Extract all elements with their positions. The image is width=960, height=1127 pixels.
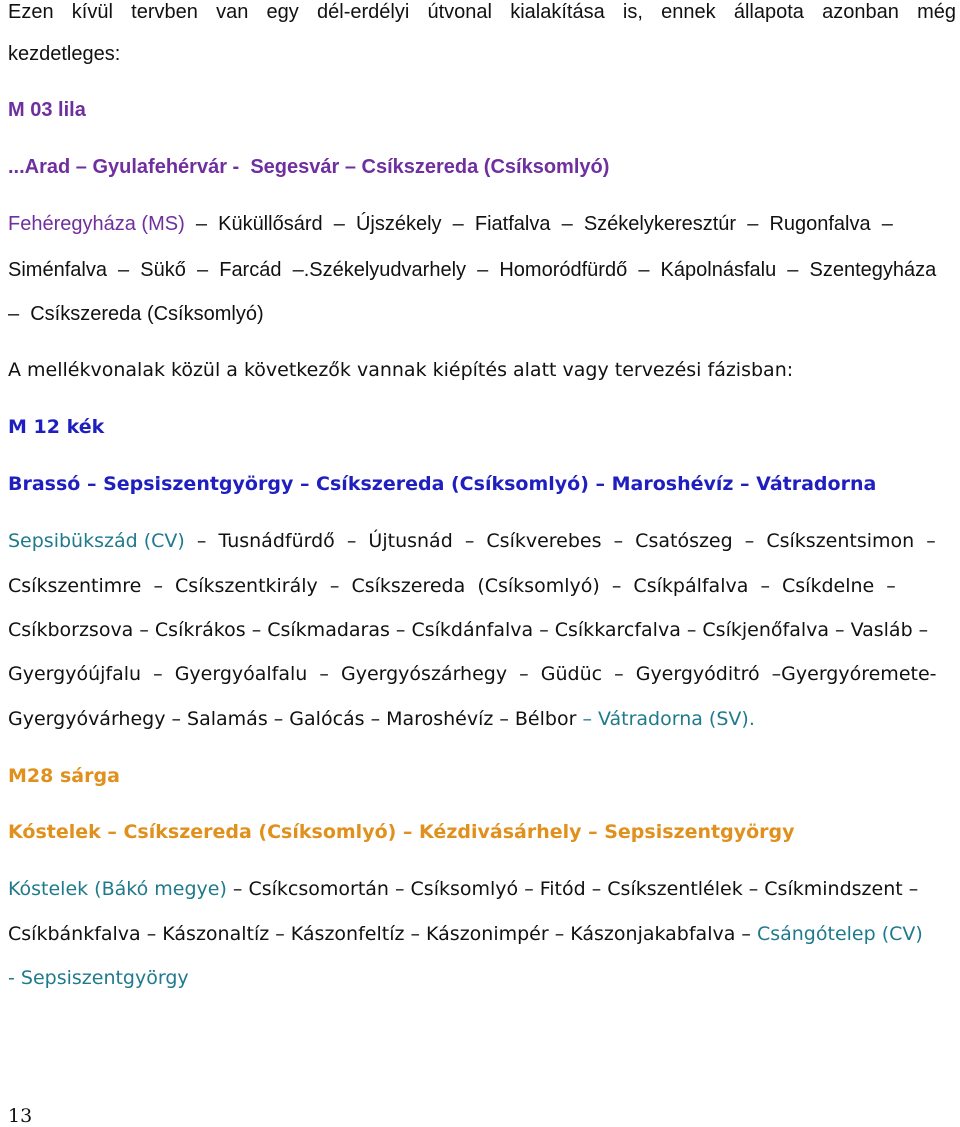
m03-stops-prefix: Fehéregyháza (MS) bbox=[8, 213, 185, 235]
m28-title: M28 sárga bbox=[8, 765, 120, 787]
m12-stops-line-5 bbox=[8, 707, 956, 731]
m28-stops-rest: – Csíkcsomortán – Csíksomlyó – Fitód – Csíkszentlélek – Csíkmindszent – bbox=[226, 878, 919, 900]
m28-stops-line-3: - Sepsiszentgyörgy bbox=[8, 967, 189, 989]
m28-stops-line-2 bbox=[8, 922, 956, 946]
m12-title: M 12 kék bbox=[8, 416, 105, 438]
m28-route: Kóstelek – Csíkszereda (Csíksomlyó) – Kézdivásárhely – Sepsiszentgyörgy bbox=[8, 821, 795, 843]
m03-stops-line-1 bbox=[8, 212, 956, 236]
intro-line-2: kezdetleges: bbox=[8, 43, 121, 65]
intro-line-1: Ezen kívül tervben van egy dél-erdélyi útvonal kialakítása is, ennek állapota azonban még bbox=[8, 1, 956, 23]
m12-stops-line-2: Csíkszentimre – Csíkszentkirály – Csíkszereda (Csíksomlyó) – Csíkpálfalva – Csíkdelne – bbox=[8, 575, 896, 597]
page-number: 13 bbox=[8, 1105, 33, 1127]
m12-stops-line-1 bbox=[8, 529, 956, 553]
m28-stops-end: Csángótelep (CV) bbox=[756, 923, 923, 945]
m12-stops-end: – Vátradorna (SV). bbox=[582, 708, 755, 730]
m12-stops-main: Gyergyóvárhegy – Salamás – Galócás – Maroshévíz – Bélbor bbox=[8, 708, 583, 730]
m03-title: M 03 lila bbox=[8, 99, 86, 121]
m03-stops-rest: – Küküllősárd – Újszékely – Fiatfalva – Székelykeresztúr – Rugonfalva – bbox=[184, 213, 893, 235]
side-routes-intro: A mellékvonalak közül a következők vannak kiépítés alatt vagy tervezési fázisban: bbox=[8, 359, 794, 381]
m03-stops-line-2: Siménfalva – Sükő – Farcád –.Székelyudvarhely – Homoródfürdő – Kápolnásfalu – Szentegyháza bbox=[8, 259, 937, 281]
m12-stops-prefix: Sepsibükszád (CV) bbox=[8, 530, 185, 552]
m03-stops-line-3: – Csíkszereda (Csíksomlyó) bbox=[8, 303, 264, 325]
m12-stops-rest: – Tusnádfürdő – Újtusnád – Csíkverebes – Csatószeg – Csíkszentsimon – bbox=[184, 530, 936, 552]
m28-stops-main: Csíkbánkfalva – Kászonaltíz – Kászonfeltíz – Kászonimpér – Kászonjakabfalva – bbox=[8, 923, 757, 945]
m28-stops-line-1 bbox=[8, 877, 956, 901]
m03-route: ...Arad – Gyulafehérvár - Segesvár – Csíkszereda (Csíksomlyó) bbox=[8, 156, 610, 178]
m28-stops-prefix: Kóstelek (Bákó megye) bbox=[8, 878, 227, 900]
m12-stops-line-3: Csíkborzsova – Csíkrákos – Csíkmadaras – Csíkdánfalva – Csíkkarcfalva – Csíkjenőfalva – Vasláb – bbox=[8, 619, 929, 641]
m12-route: Brassó – Sepsiszentgyörgy – Csíkszereda (Csíksomlyó) – Maroshévíz – Vátradorna bbox=[8, 473, 877, 495]
m12-stops-line-4: Gyergyóújfalu – Gyergyóalfalu – Gyergyószárhegy – Güdüc – Gyergyóditró –Gyergyóremete- bbox=[8, 663, 937, 685]
